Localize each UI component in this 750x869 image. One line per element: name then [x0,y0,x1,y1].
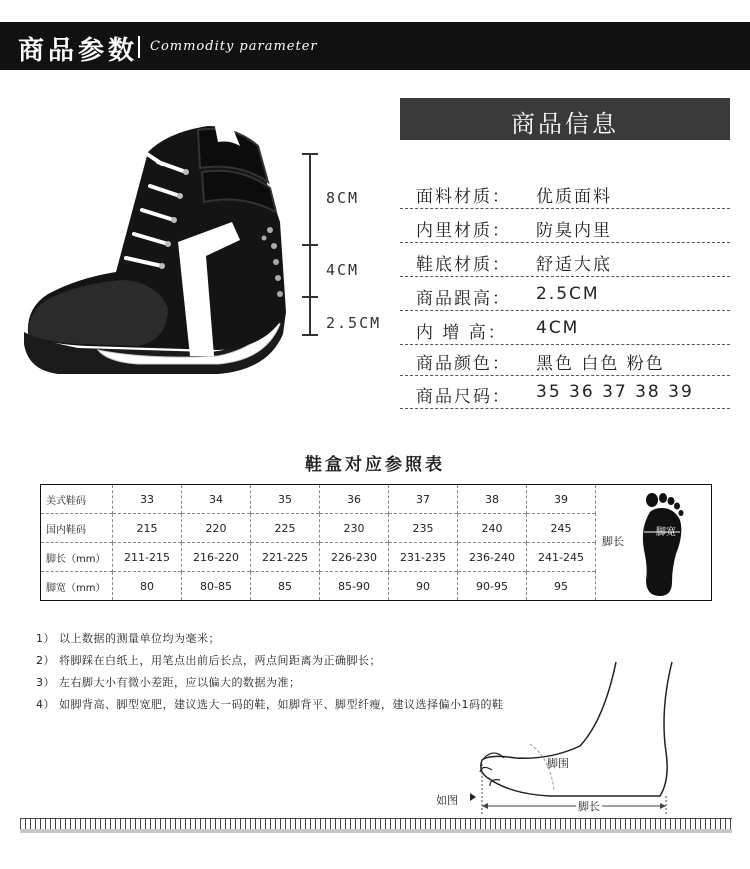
dimension-tick [302,244,318,246]
row-header: 国内鞋码 [41,514,113,543]
info-key: 内 增 高： [416,323,507,343]
note-item: 1） 以上数据的测量单位均为毫米； [36,632,220,645]
inner-height-label: 4CM [326,261,360,279]
note-item: 2） 将脚踩在白纸上，用笔点出前后长点，两点间距离为正确脚长； [36,654,381,667]
table-cell: 90-95 [458,572,527,601]
table-cell: 211-215 [113,543,182,572]
title-divider [138,36,140,58]
foot-diagram-cell [596,485,712,601]
foot-length-label: 脚长 [602,535,624,548]
table-cell: 39 [527,485,596,514]
info-row [400,312,730,345]
info-value: 4CM [536,318,580,338]
table-cell: 231-235 [389,543,458,572]
info-key: 商品跟高： [416,289,511,309]
table-cell: 215 [113,514,182,543]
table-cell: 36 [320,485,389,514]
table-cell: 226-230 [320,543,389,572]
info-row [400,176,730,209]
upper-height-label: 8CM [326,189,360,207]
info-value: 黑色 白色 粉色 [536,354,665,374]
see-figure-label: 如图 [436,794,458,807]
ruler-shadow [20,829,732,833]
row-header: 脚长（mm） [41,543,113,572]
table-cell: 33 [113,485,182,514]
info-row [400,210,730,243]
table-cell: 38 [458,485,527,514]
row-header: 美式鞋码 [41,485,113,514]
table-row [41,485,712,514]
info-value: 35 36 37 38 39 [536,382,694,402]
table-cell: 240 [458,514,527,543]
dimension-tick [302,153,318,155]
info-key: 内里材质： [416,221,511,241]
size-table-title: 鞋盒对应参照表 [305,455,445,475]
section-subtitle: Commodity parameter [150,39,318,54]
row-header: 脚宽（mm） [41,572,113,601]
info-value: 防臭内里 [536,221,612,241]
foot-length-measure-label: 脚长 [578,800,600,813]
table-cell: 80 [113,572,182,601]
table-cell: 34 [182,485,251,514]
foot-girth-label: 脚围 [547,757,569,770]
table-cell: 241-245 [527,543,596,572]
info-row [400,278,730,311]
info-row [400,376,730,409]
shoe-image [18,112,303,397]
table-cell: 245 [527,514,596,543]
info-value: 优质面料 [536,187,612,207]
section-header [0,22,750,70]
info-value: 2.5CM [536,284,600,304]
info-panel-title: 商品信息 [511,110,619,138]
info-key: 商品尺码： [416,387,511,407]
size-table [40,484,712,601]
table-cell: 235 [389,514,458,543]
section-title: 商品参数 [18,36,139,66]
info-panel-header [400,98,730,140]
table-cell: 220 [182,514,251,543]
note-item: 4） 如脚背高、脚型宽肥，建议选大一码的鞋，如脚背平、脚型纤瘦，建议选择偏小1码的鞋 [36,698,504,711]
info-key: 鞋底材质： [416,255,511,275]
info-row [400,343,730,376]
table-cell: 90 [389,572,458,601]
heel-height-label: 2.5CM [326,314,382,332]
table-cell: 221-225 [251,543,320,572]
table-cell: 80-85 [182,572,251,601]
table-cell: 230 [320,514,389,543]
dimension-tick [302,296,318,298]
table-cell: 35 [251,485,320,514]
footprint-icon [632,488,692,598]
note-item: 3） 左右脚大小有微小差距，应以偏大的数据为准； [36,676,301,689]
table-cell: 37 [389,485,458,514]
info-key: 商品颜色： [416,354,511,374]
table-cell: 216-220 [182,543,251,572]
info-row [400,244,730,277]
leg-measure-diagram [420,660,710,820]
table-cell: 225 [251,514,320,543]
info-value: 舒适大底 [536,255,612,275]
table-cell: 95 [527,572,596,601]
dimension-tick [302,334,318,336]
table-cell: 236-240 [458,543,527,572]
info-key: 面料材质： [416,187,511,207]
foot-width-label: 脚宽 [656,527,676,538]
table-cell: 85-90 [320,572,389,601]
table-cell: 85 [251,572,320,601]
